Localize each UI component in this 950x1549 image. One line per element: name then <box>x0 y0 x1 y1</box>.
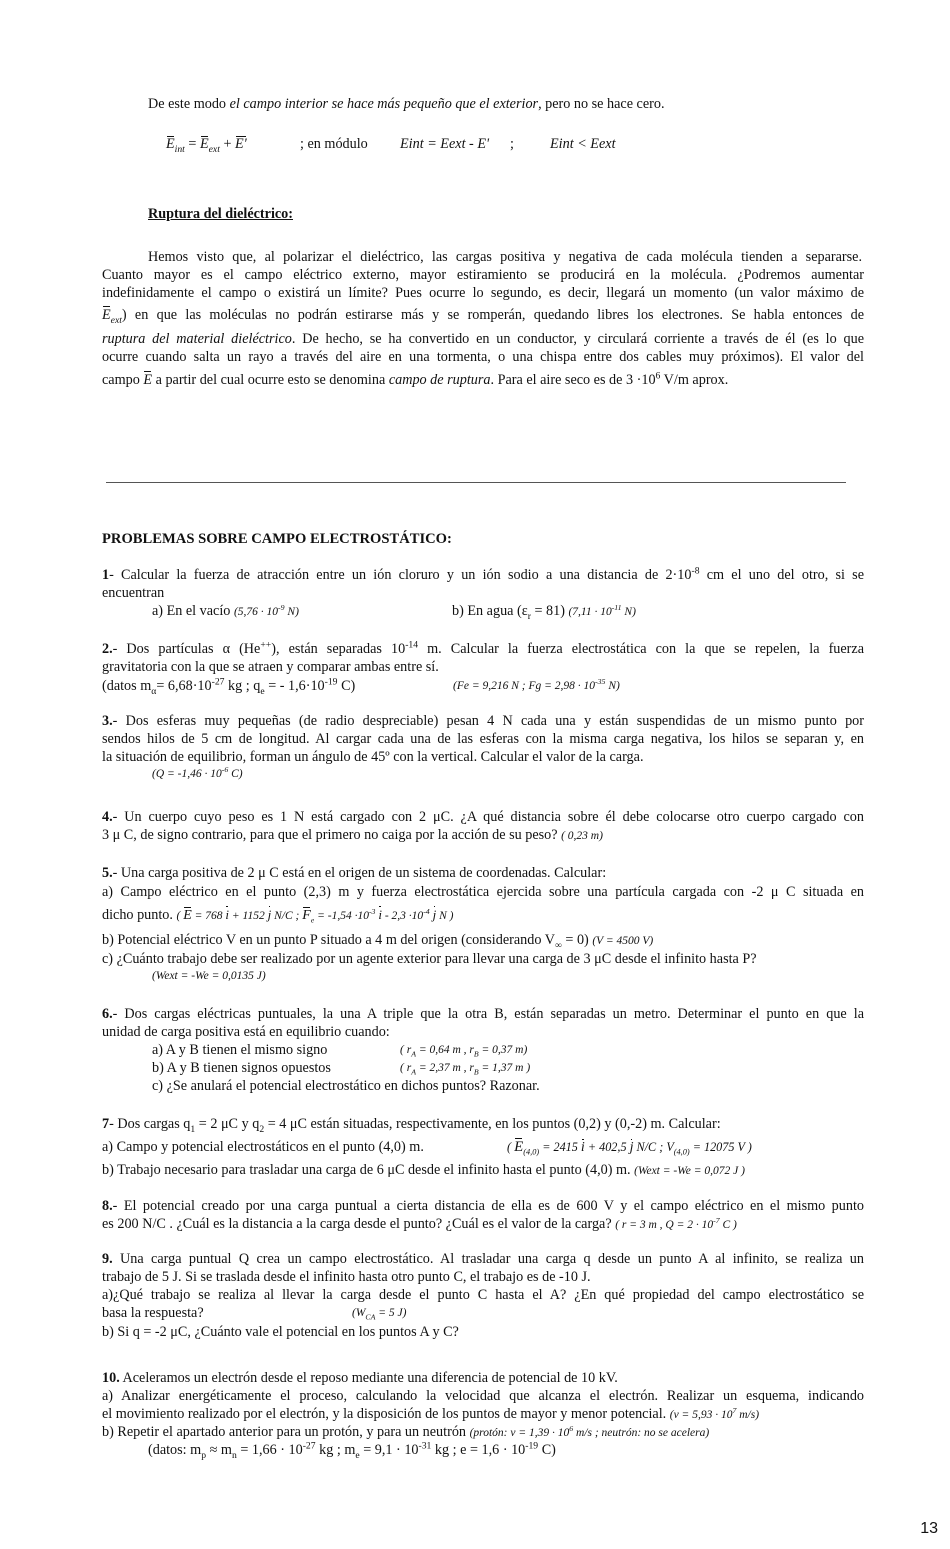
problem-10-line-3: el movimiento realizado por el electrón, y la disposición de los puntos de mayor y menor potencial. ($v = 5,93 \cdot 10^7$ m/s) <box>102 1406 760 1422</box>
problem-3-line-1: 3.- Dos esferas muy pequeñas (de radio despreciable) pesan 4 N cada una y están suspendidas de un mismo punto por <box>102 713 864 729</box>
ruptura-line-4: $E_{ext}$) en que las moléculas no podrán estirarse más y se romperán, quedando libres los electrones. Se habla entonces de <box>102 307 864 326</box>
formula-inequality: Eint < Eext <box>550 136 616 152</box>
problem-9-line-1: 9. Una carga puntual Q crea un campo electrostático. Al trasladar una carga q desde un punto A al infinito, se realiza un <box>102 1251 864 1267</box>
problem-3-line-2: sendos hilos de 5 cm de longitud. Al cargar cada una de las esferas con la misma carga negativa, los hilos se separan y, en <box>102 731 864 747</box>
problem-1-line-2: encuentran <box>102 585 165 601</box>
formula-line: $E_{int} = E_{ext} + E'$ <box>166 136 247 155</box>
problem-6-a: a) A y B tienen el mismo signo <box>152 1042 328 1058</box>
problem-5-line-4: b) Potencial eléctrico V en un punto P situado a 4 m del origen (considerando $V_\infty = 0$) (V = 4500 V) <box>102 932 654 951</box>
problem-7-line-3: b) Trabajo necesario para trasladar una carga de 6 μC desde el infinito hasta el punto (4,0) m. (Wext = -We = 0,072 J ) <box>102 1162 745 1178</box>
ruptura-line-2: Cuanto mayor es el campo eléctrico externo, mayor estiramiento se producirá en la molécula. ¿Podremos aumentar <box>102 267 864 283</box>
problem-4-line-2: 3 μ C, de signo contrario, para que el primero no caiga por la acción de su peso? ( 0,23 m) <box>102 827 603 843</box>
problem-6-a-answer: ( $r_A = 0,64$ m , $r_B = 0,37$ m) <box>400 1044 528 1059</box>
problem-6-b-answer: ( $r_A = 2,37$ m , $r_B = 1,37$ m ) <box>400 1062 531 1077</box>
problem-8-line-2: es 200 N/C . ¿Cuál es la distancia a la carga desde el punto? ¿Cuál es el valor de la carga? ( r = 3 m , $Q = 2 \cdot 10^{-7}$ C ) <box>102 1216 737 1232</box>
problem-1-a: a) En el vacío ($5,76 \cdot 10^{-9}$ N) <box>152 603 299 619</box>
problem-5-line-1: 5.- Una carga positiva de 2 μ C está en el origen de un sistema de coordenadas. Calcular: <box>102 865 607 881</box>
problem-3-answer: ($Q = -1,46 \cdot 10^{-6}$ C) <box>152 765 243 780</box>
problem-5-line-5: c) ¿Cuánto trabajo debe ser realizado por un agente exterior para llevar una carga de 3 μC desde el infinito hasta P? <box>102 951 757 967</box>
problem-4-line-1: 4.- Un cuerpo cuyo peso es 1 N está cargado con 2 μC. ¿A qué distancia sobre él debe colocarse otro cuerpo cargado con <box>102 809 864 825</box>
section-divider <box>106 482 846 483</box>
problem-6-c: c) ¿Se anulará el potencial electrostático en dichos puntos? Razonar. <box>152 1078 540 1094</box>
problem-9-line-2: trabajo de 5 J. Si se traslada desde el infinito hasta otro punto C, el trabajo es de -10 J. <box>102 1269 591 1285</box>
problem-5-line-2: a) Campo eléctrico en el punto (2,3) m y fuerza electrostática ejercida sobre una partícula cargada con -2 μ C situada en <box>102 884 864 900</box>
problem-6-b: b) A y B tienen signos opuestos <box>152 1060 331 1076</box>
intro-line: De este modo el campo interior se hace más pequeño que el exterior, pero no se hace cero. <box>148 96 665 112</box>
problem-1-b: b) En agua $(\varepsilon_r = 81) (7,11 \cdot 10^{-11}$ N) <box>452 603 636 622</box>
problem-10-line-1: 10. Aceleramos un electrón desde el reposo mediante una diferencia de potencial de 10 kV. <box>102 1370 618 1386</box>
problem-2-line-1: 2.- Dos partículas α (He++), están separadas $10^{-14}$ m. Calcular la fuerza electrostática con la que se repelen, la fuerza <box>102 639 865 657</box>
formula-modulo: Eint = Eext - E' <box>400 136 490 152</box>
problem-10-line-4: b) Repetir el apartado anterior para un protón, y para un neutrón (protón: $v = 1,39 \cdot 10^6$ m/s ; neutrón: no se acelera) <box>102 1424 710 1440</box>
problem-2-line-2: gravitatoria con la que se atraen y comparar ambas entre sí. <box>102 659 439 675</box>
problem-9-line-3: a)¿Qué trabajo se realiza al llevar la carga desde el punto C hasta el A? ¿En qué propiedad del campo electrostático se <box>102 1287 864 1303</box>
ruptura-line-1: Hemos visto que, al polarizar el dieléctrico, las cargas positiva y negativa de cada molécula tienden a separarse. <box>148 249 862 265</box>
ruptura-line-6: ocurre cuando salta un rayo a través del aire en una tormenta, o una chispa entre dos cables muy próximos). El valor del <box>102 349 864 365</box>
ruptura-heading: Ruptura del dieléctrico: <box>148 206 293 222</box>
problem-7-line-2: a) Campo y potencial electrostáticos en el punto (4,0) m. <box>102 1139 424 1155</box>
problem-9-line-4: basa la respuesta? <box>102 1305 204 1321</box>
problem-2-line-3: (datos $m_\alpha= 6,68\cdot 10^{-27}$ kg ; $q_e$ = - $1,6\cdot 10^{-19}$ C) <box>102 676 356 697</box>
ruptura-line-3: indefinidamente el campo o existirá un límite? Pues ocurre lo segundo, es decir, llegará un momento (un valor máximo de <box>102 285 864 301</box>
problem-9-line-5: b) Si q = -2 μC, ¿Cuánto vale el potencial en los puntos A y C? <box>102 1324 459 1340</box>
problem-8-line-1: 8.- El potencial creado por una carga puntual a cierta distancia de ella es de 600 V y el campo eléctrico en el mismo punto <box>102 1198 864 1214</box>
ruptura-line-5: ruptura del material dieléctrico. De hecho, se ha convertido en un conductor, y circulará corriente a través de él (es lo que <box>102 331 864 347</box>
ruptura-line-7: campo E a partir del cual ocurre esto se denomina campo de ruptura. Para el aire seco es de $3 \cdot 10^6$ V/m aprox. <box>102 370 729 388</box>
problem-7-line-1: 7- Dos cargas $q_1 = 2$ μC y $q_2 = 4$ μC están situadas, respectivamente, en los puntos (0,2) y (0,-2) m. Calcular: <box>102 1116 721 1135</box>
formula-sep: ; en módulo <box>300 136 368 152</box>
formula-sep2: ; <box>510 136 514 152</box>
problem-5-line-3: dicho punto. ( E = 768 i + 1152 j N/C ; $F_e = -1,54 \cdot 10^{-3}$ $i - 2,3 \cdot 10^{-4}$ j N ) <box>102 907 454 925</box>
problem-10-data: (datos: $m_p \approx m_n = 1,66 \cdot 10^{-27}$ kg ; $m_e = 9,1 \cdot 10^{-31}$ kg ; $e = 1,6 \cdot 10^{-19}$ C) <box>148 1440 556 1461</box>
problem-5-answer: (Wext = -We = 0,0135 J) <box>152 970 266 982</box>
page-number: 13 <box>920 1520 938 1537</box>
problem-7-a-answer: ( $E_{(4,0)} = 2415$ i + 402,5 j N/C ; $V_{(4,0)} = 12075$ V ) <box>507 1139 752 1157</box>
problem-6-line-1: 6.- Dos cargas eléctricas puntuales, la una A triple que la otra B, están separadas un metro. Determinar el punto en que la <box>102 1006 864 1022</box>
problem-2-answer: (Fe = 9,216 N ; $Fg = 2,98 \cdot 10^{-35}$ N) <box>453 677 620 692</box>
problem-3-line-3: la situación de equilibrio, forman un ángulo de 45º con la vertical. Calcular el valor de la carga. <box>102 749 644 765</box>
problem-6-line-2: unidad de carga positiva está en equilibrio cuando: <box>102 1024 390 1040</box>
problem-9-answer: ($W_{CA} = 5$ J) <box>352 1307 407 1322</box>
problem-10-line-2: a) Analizar energéticamente el proceso, calculando la velocidad que alcanza el electrón. Realizar un esquema, indicando <box>102 1388 864 1404</box>
problem-1-line-1: 1- Calcular la fuerza de atracción entre un ión cloruro y un ión sodio a una distancia de $2\cdot 10^{-8}$ cm el uno del otro, si se <box>102 565 864 583</box>
problems-heading: PROBLEMAS SOBRE CAMPO ELECTROSTÁTICO: <box>102 531 452 547</box>
